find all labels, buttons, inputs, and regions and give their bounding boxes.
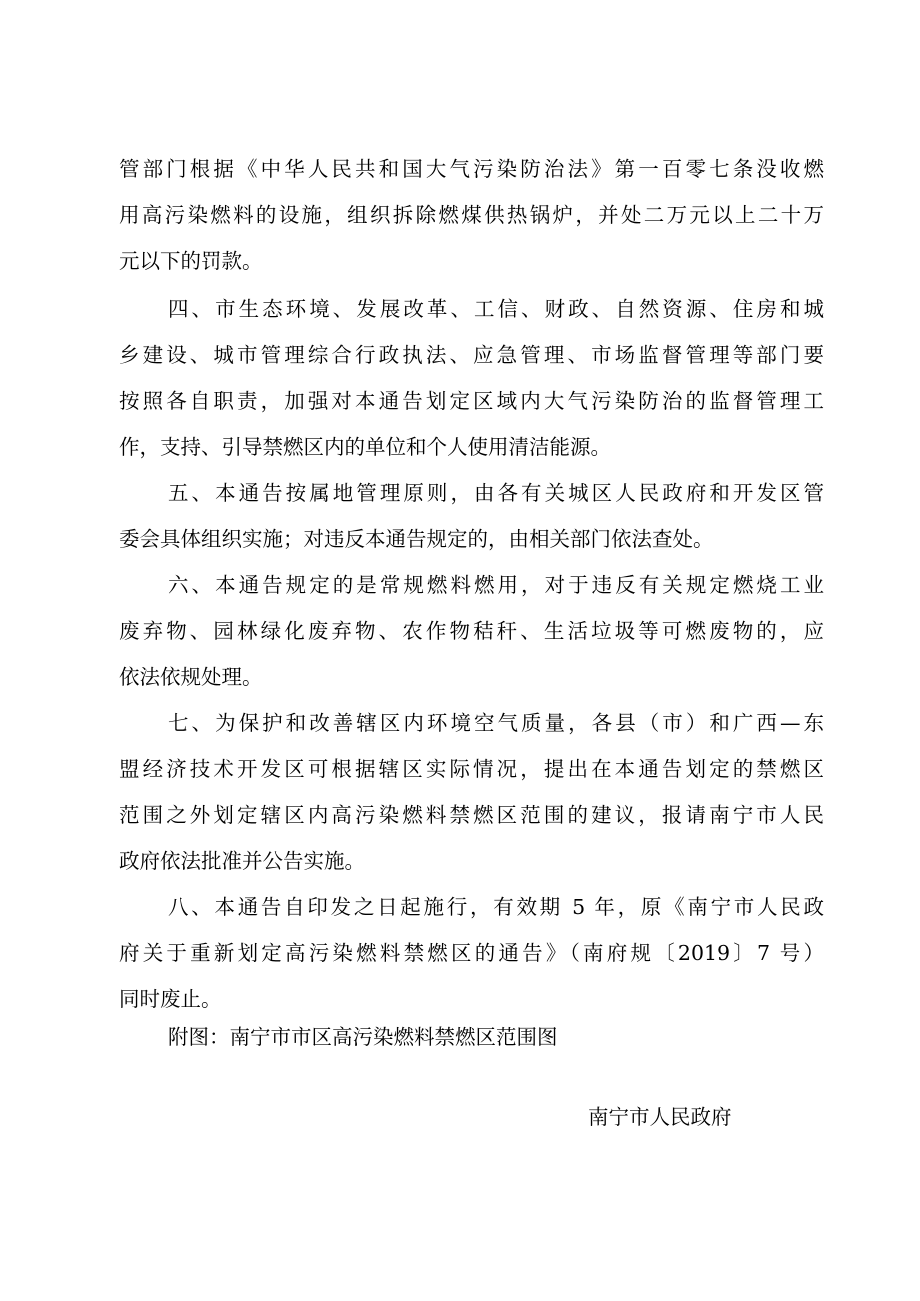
- paragraph-4-line-3: 按照各自职责，加强对本通告划定区域内大气污染防治的监督管理工: [119, 389, 824, 413]
- paragraph-5-line-2: 委会具体组织实施；对违反本通告规定的，由相关部门依法查处。: [119, 527, 714, 551]
- text-line-3: 元以下的罚款。: [119, 249, 263, 273]
- paragraph-8-line-2: 府关于重新划定高污染燃料禁燃区的通告》（南府规〔2019〕7 号）: [119, 941, 824, 965]
- paragraph-6-line-2: 废弃物、园林绿化废弃物、农作物秸秆、生活垃圾等可燃废物的，应: [119, 619, 824, 643]
- paragraph-8-line-1: 八、本通告自印发之日起施行，有效期 5 年，原《南宁市人民政: [168, 895, 824, 919]
- issuer-signature: 南宁市人民政府: [588, 1105, 732, 1129]
- paragraph-6-line-3: 依法依规处理。: [119, 665, 263, 689]
- paragraph-8-line-3: 同时废止。: [119, 987, 222, 1011]
- paragraph-4-line-2: 乡建设、城市管理综合行政执法、应急管理、市场监督管理等部门要: [119, 343, 824, 367]
- paragraph-7-line-1: 七、为保护和改善辖区内环境空气质量，各县（市）和广西—东: [168, 711, 824, 735]
- text-line-2: 用高污染燃料的设施，组织拆除燃煤供热锅炉，并处二万元以上二十万: [119, 203, 824, 227]
- text-line-1: 管部门根据《中华人民共和国大气污染防治法》第一百零七条没收燃: [119, 157, 824, 181]
- paragraph-7-line-4: 政府依法批准并公告实施。: [119, 849, 365, 873]
- paragraph-4-line-1: 四、市生态环境、发展改革、工信、财政、自然资源、住房和城: [168, 297, 824, 321]
- attachment-line: 附图：南宁市市区高污染燃料禁燃区范围图: [168, 1025, 558, 1049]
- paragraph-7-line-2: 盟经济技术开发区可根据辖区实际情况，提出在本通告划定的禁燃区: [119, 757, 824, 781]
- paragraph-4-line-4: 作，支持、引导禁燃区内的单位和个人使用清洁能源。: [119, 435, 611, 459]
- paragraph-5-line-1: 五、本通告按属地管理原则，由各有关城区人民政府和开发区管: [168, 481, 824, 505]
- paragraph-6-line-1: 六、本通告规定的是常规燃料燃用，对于违反有关规定燃烧工业: [168, 573, 824, 597]
- paragraph-7-line-3: 范围之外划定辖区内高污染燃料禁燃区范围的建议，报请南宁市人民: [119, 803, 824, 827]
